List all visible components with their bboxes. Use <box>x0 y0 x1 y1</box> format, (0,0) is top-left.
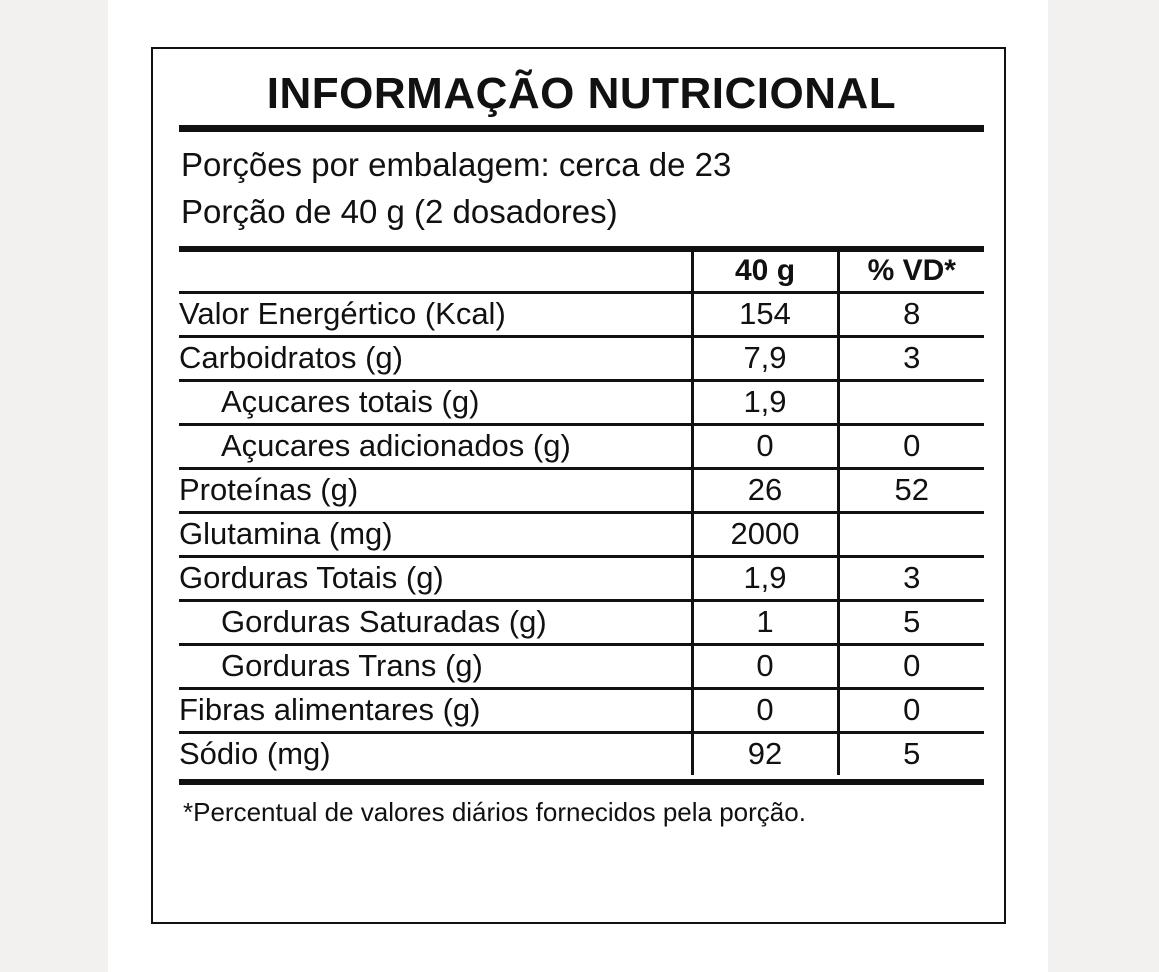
nutrient-amount: 1 <box>692 600 838 644</box>
nutrient-amount: 0 <box>692 688 838 732</box>
nutrient-daily-value: 5 <box>838 600 984 644</box>
label-content <box>179 63 984 828</box>
table-row <box>179 688 984 732</box>
serving-info <box>179 140 984 242</box>
nutrient-amount: 2000 <box>692 512 838 556</box>
table-row <box>179 424 984 468</box>
label-card <box>108 0 1048 972</box>
table-row <box>179 380 984 424</box>
nutrient-name: Fibras alimentares (g) <box>179 688 692 732</box>
nutrient-amount: 26 <box>692 468 838 512</box>
table-row <box>179 292 984 336</box>
nutrient-name: Gorduras Saturadas (g) <box>179 600 692 644</box>
nutrient-daily-value <box>838 380 984 424</box>
nutrient-daily-value <box>838 512 984 556</box>
title-divider <box>179 125 984 132</box>
nutrient-amount: 0 <box>692 644 838 688</box>
serving-size: Porção de 40 g (2 dosadores) <box>181 192 618 230</box>
table-row <box>179 336 984 380</box>
nutrient-name: Açucares totais (g) <box>179 380 692 424</box>
nutrient-amount: 154 <box>692 292 838 336</box>
nutrient-daily-value: 52 <box>838 468 984 512</box>
nutrient-daily-value: 0 <box>838 688 984 732</box>
table-header-row <box>179 252 984 293</box>
nutrient-daily-value: 0 <box>838 644 984 688</box>
table-row <box>179 600 984 644</box>
nutrient-name: Gorduras Totais (g) <box>179 556 692 600</box>
column-header-nutrient <box>179 252 692 293</box>
nutrient-name: Gorduras Trans (g) <box>179 644 692 688</box>
nutrient-name: Glutamina (mg) <box>179 512 692 556</box>
nutrient-name: Sódio (mg) <box>179 735 331 771</box>
table-row <box>179 556 984 600</box>
footnote: *Percentual de valores diários fornecidos pela porção. <box>183 796 806 827</box>
nutrient-amount: 7,9 <box>692 336 838 380</box>
nutrient-amount: 1,9 <box>692 380 838 424</box>
nutrient-daily-value: 8 <box>838 292 984 336</box>
nutrient-amount: 92 <box>692 732 838 775</box>
column-header-daily-value: % VD* <box>838 252 984 293</box>
nutrient-amount: 1,9 <box>692 556 838 600</box>
nutrient-daily-value: 3 <box>838 556 984 600</box>
nutrient-name: Proteínas (g) <box>179 468 692 512</box>
nutrient-daily-value: 0 <box>838 424 984 468</box>
nutrient-name: Carboidratos (g) <box>179 336 692 380</box>
table-row <box>179 512 984 556</box>
nutrient-daily-value: 3 <box>838 336 984 380</box>
table-row <box>179 468 984 512</box>
table-row <box>179 732 984 775</box>
nutrition-facts-box <box>151 47 1006 924</box>
table-row <box>179 644 984 688</box>
nutrient-name: Valor Energértico (Kcal) <box>179 292 692 336</box>
nutrient-name: Açucares adicionados (g) <box>179 424 692 468</box>
servings-per-package: Porções por embalagem: cerca de 23 <box>181 146 732 183</box>
nutrient-daily-value: 5 <box>903 735 921 771</box>
nutrition-table <box>179 252 984 775</box>
page-title: INFORMAÇÃO NUTRICIONAL <box>266 69 897 118</box>
column-header-amount: 40 g <box>692 252 838 293</box>
nutrient-amount: 0 <box>692 424 838 468</box>
nutrition-table-body <box>179 292 984 775</box>
